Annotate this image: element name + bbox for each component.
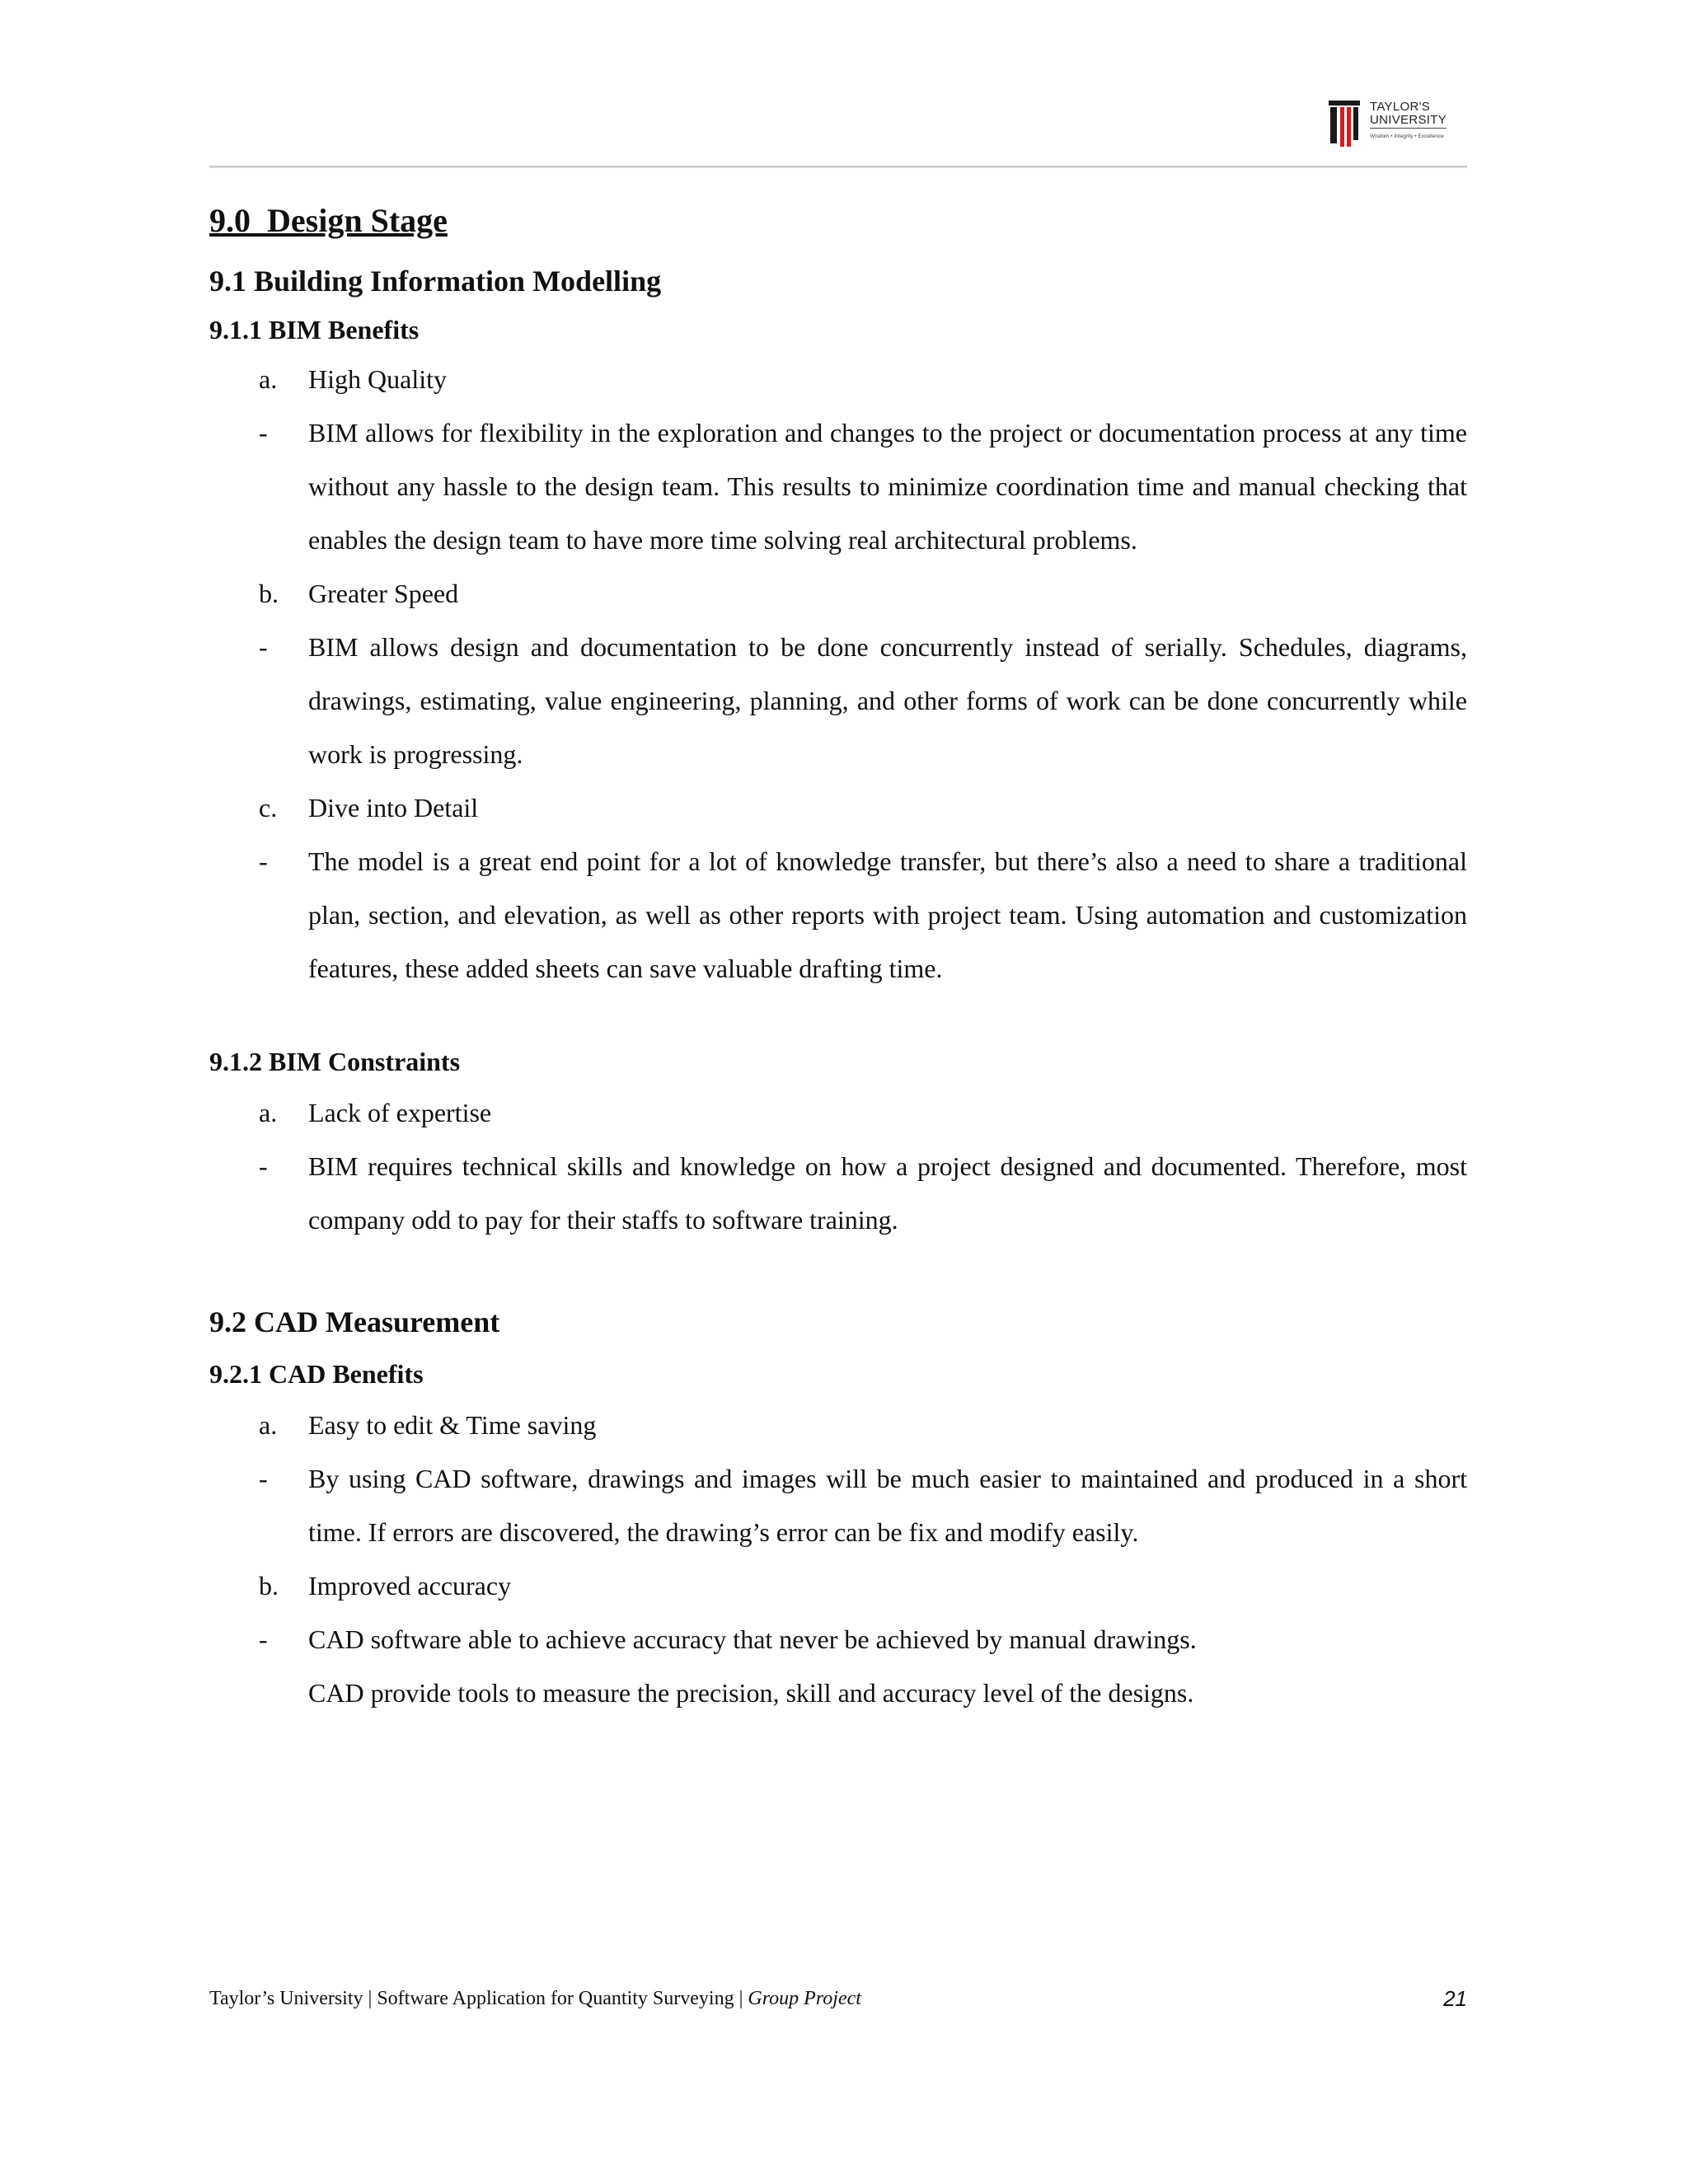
description-text: By using CAD software, drawings and images will be much easier to maintained and produced in a short time. If errors are discovered, the drawing’s error can be fix and modify easily.: [308, 1464, 1467, 1547]
list-item: [209, 1086, 1467, 1140]
list-item: [209, 353, 1467, 406]
list-item-label: Dive into Detail: [308, 793, 479, 823]
page-footer: [209, 1986, 1467, 2011]
dash-marker: -: [259, 418, 268, 448]
subsection-heading-9-1-1: 9.1.1 BIM Benefits: [209, 315, 420, 344]
list-marker: b.: [259, 1571, 279, 1601]
header-divider: [209, 166, 1467, 168]
description-text: BIM requires technical skills and knowledge on how a project designed and documented. Therefore, most company odd to pay for their staffs to software training.: [308, 1151, 1467, 1235]
bim-benefits-list: [209, 353, 1467, 996]
dash-marker: -: [259, 846, 268, 876]
dash-marker: -: [259, 1624, 268, 1654]
section-heading-9-1: 9.1 Building Information Modelling: [209, 265, 662, 298]
list-item-label: Greater Speed: [308, 579, 459, 608]
list-item: [209, 781, 1467, 835]
list-item-label: Lack of expertise: [308, 1098, 492, 1127]
list-marker: b.: [259, 579, 279, 608]
logo-wordmark: [1370, 101, 1447, 129]
university-crest-icon: [1329, 101, 1360, 147]
list-marker: a.: [259, 364, 278, 394]
list-item-description: [209, 406, 1467, 567]
logo-motto: Wisdom • Integrity • Excellence: [1370, 134, 1444, 139]
list-marker: c.: [259, 793, 278, 823]
page-title: 9.0 Design Stage: [209, 202, 448, 239]
list-item: [209, 567, 1467, 621]
dash-marker: -: [259, 1151, 268, 1181]
footer-text: Taylor’s University | Software Application for Quantity Surveying |: [209, 1988, 748, 2009]
list-item-label: Improved accuracy: [308, 1571, 512, 1601]
list-item-label: High Quality: [308, 364, 447, 394]
dash-marker: -: [259, 1464, 268, 1493]
bim-constraints-list: [209, 1086, 1467, 1247]
list-item-label: Easy to edit & Time saving: [308, 1410, 597, 1440]
description-text: BIM allows for flexibility in the exploration and changes to the project or documentation process at any time without any hassle to the design team. This results to minimize coordination time and manual checking that enables the design team to have more time solving real architectural problems.: [308, 418, 1467, 555]
description-text: BIM allows design and documentation to be done concurrently instead of serially. Schedules, diagrams, drawings, estimating, value engineering, planning, and other forms of work can be done concurrently while work is progressing.: [308, 632, 1467, 769]
footer-text-italic: Group Project: [748, 1988, 861, 2009]
list-item-description: [209, 1452, 1467, 1559]
list-item-description: [209, 1140, 1467, 1247]
cad-benefits-list: [209, 1399, 1467, 1720]
list-item-description: [209, 1613, 1467, 1720]
subsection-heading-9-1-2: 9.1.2 BIM Constraints: [209, 1047, 461, 1076]
subsection-heading-9-2-1: 9.2.1 CAD Benefits: [209, 1359, 424, 1389]
document-body: [209, 198, 1467, 1720]
description-text: CAD software able to achieve accuracy that never be achieved by manual drawings.: [308, 1624, 1197, 1654]
taylors-university-logo: [1329, 97, 1461, 148]
description-text-continued: CAD provide tools to measure the precision, skill and accuracy level of the designs.: [308, 1678, 1194, 1708]
page-number: 21: [1443, 1986, 1467, 2011]
list-item-description: [209, 621, 1467, 781]
list-marker: a.: [259, 1410, 278, 1440]
logo-line-2: UNIVERSITY: [1370, 113, 1447, 127]
section-heading-9-2: 9.2 CAD Measurement: [209, 1305, 500, 1338]
dash-marker: -: [259, 632, 268, 662]
list-item: [209, 1559, 1467, 1613]
description-text: The model is a great end point for a lot of knowledge transfer, but there’s also a need to share a traditional plan, section, and elevation, as well as other reports with project team. Using automation and customization features, these added sheets can save valuable drafting time.: [308, 846, 1467, 983]
list-marker: a.: [259, 1098, 278, 1127]
list-item-description: [209, 835, 1467, 996]
list-item: [209, 1399, 1467, 1452]
logo-line-1: TAYLOR'S: [1370, 100, 1431, 114]
